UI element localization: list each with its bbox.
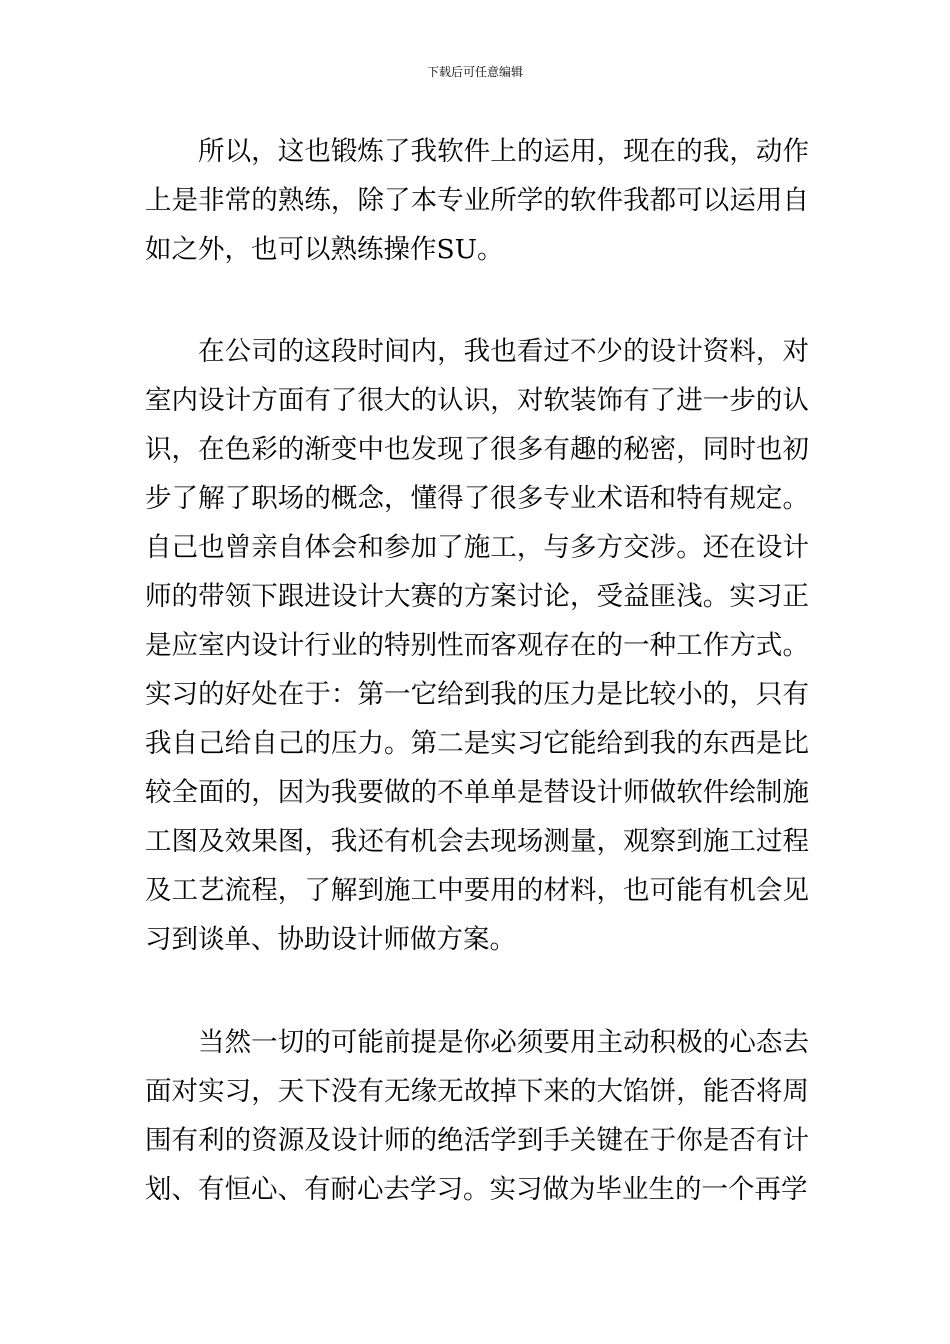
- paragraph-internship-experience: 在公司的这段时间内，我也看过不少的设计资料，对室内设计方面有了很大的认识，对软装饰有了进一步的认识，在色彩的渐变中也发现了很多有趣的秘密，同时也初步了解了职场的概念，懂得了很多专业术语和特有规定。自己也曾亲自体会和参加了施工，与多方交涉。还在设计师的带领下跟进设计大赛的方案讨论，受益匪浅。实习正是应室内设计行业的特别性而客观存在的一种工作方式。实习的好处在于：第一它给到我的压力是比较小的，只有我自己给自己的压力。第二是实习它能给到我的东西是比较全面的，因为我要做的不单单是替设计师做软件绘制施工图及效果图，我还有机会去现场测量，观察到施工过程及工艺流程，了解到施工中要用的材料，也可能有机会见习到谈单、协助设计师做方案。: [145, 336, 809, 955]
- page-header: 下载后可任意编辑: [426, 65, 523, 79]
- paragraph-attitude: 当然一切的可能前提是你必须要用主动积极的心态去面对实习，天下没有无缘无故掉下来的大馅饼，能否将周围有利的资源及设计师的绝活学到手关键在于你是否有计划、有恒心、有耐心去学习。实习做为毕业生的一个再学: [145, 1027, 809, 1205]
- paragraph-software-skills: 所以，这也锻炼了我软件上的运用，现在的我，动作上是非常的熟练，除了本专业所学的软件我都可以运用自如之外，也可以熟练操作SU。: [145, 136, 809, 265]
